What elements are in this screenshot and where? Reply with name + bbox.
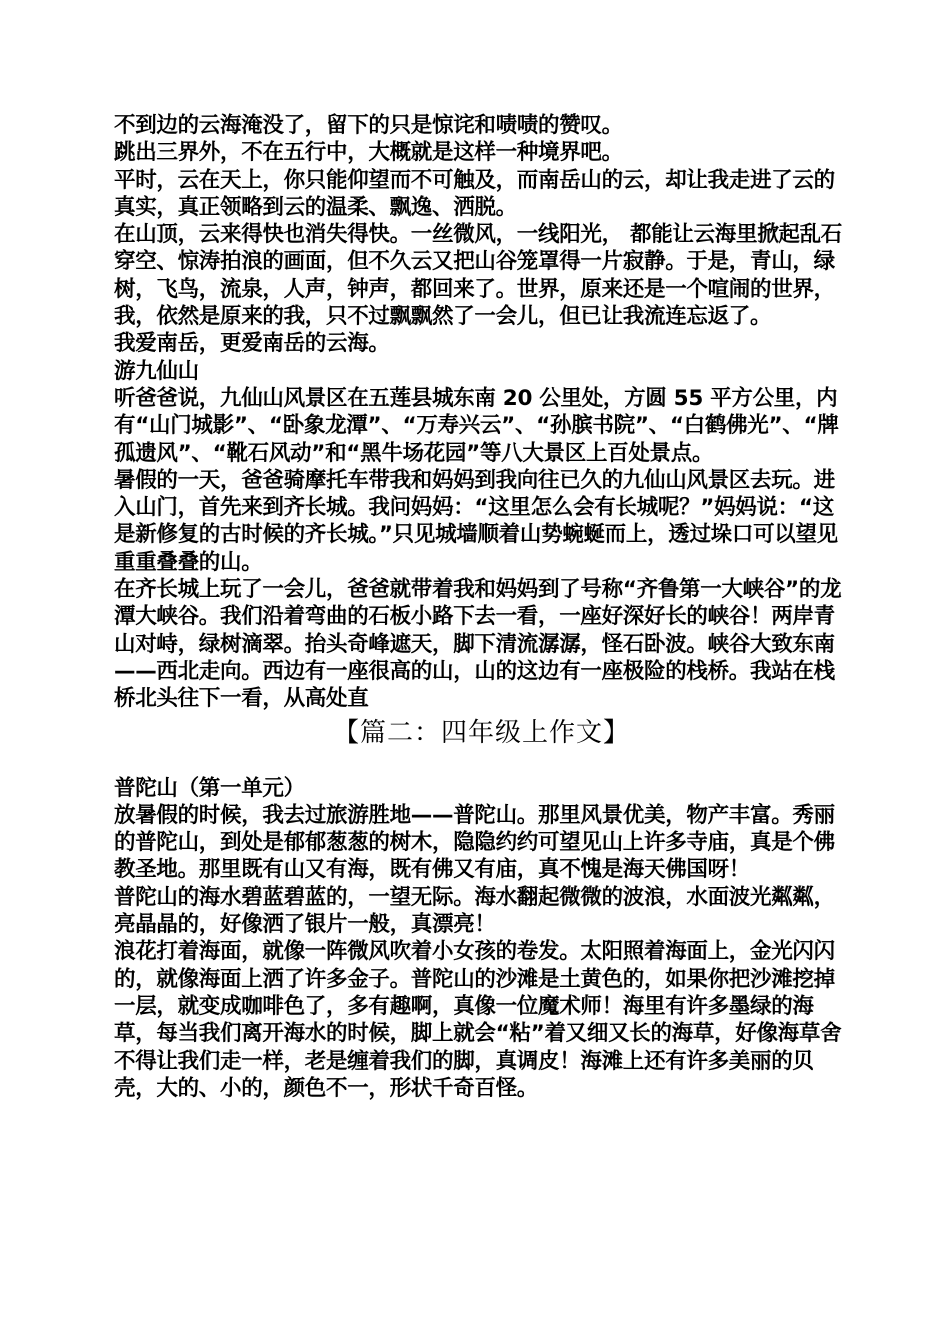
paragraph: 暑假的一天，爸爸骑摩托车带我和妈妈到我向往已久的九仙山风景区去玩。进入山门，首先来到齐长城。我问妈妈：“这里怎么会有长城呢？”妈妈说：“这是新修复的古时候的齐长城。”只见城墙顺着山势蜿蜒而上，透过垛口可以望见重重叠叠的山。 xyxy=(114,467,838,575)
paragraph: 不到边的云海淹没了，留下的只是惊诧和啧啧的赞叹。 xyxy=(114,113,623,138)
section-putuo-mountain xyxy=(114,775,849,1103)
paragraph: 在齐长城上玩了一会儿，爸爸就带着我和妈妈到了号称“齐鲁第一大峡谷”的龙潭大峡谷。我们沿着弯曲的石板小路下去一看，一座好深好长的峡谷！两岸青山对峙，绿树滴翠。抬头奇峰遮天，脚下清流潺潺，怪石卧波。峡谷大致东南——西北走向。西边有一座很高的山，山的这边有一座极险的栈桥。我站在栈桥北头往下一看，从高处直 xyxy=(114,577,842,712)
paragraph: 平时，云在天上，你只能仰望而不可触及，而南岳山的云，却让我走进了云的真实，真正领略到云的温柔、飘逸、洒脱。 xyxy=(114,167,835,220)
paragraph: 跳出三界外，不在五行中，大概就是这样一种境界吧。 xyxy=(114,140,623,166)
paragraph: 听爸爸说，九仙山风景区在五莲县城东南 20 公里处，方圆 55 平方公里，内有“山门城影”、“卧象龙潭”、“万寿兴云”、“孙膑书院”、“白鹤佛光”、“牌孤遗风”、“靴石风动”和“黑牛场花园”等八大景区上百处景点。 xyxy=(114,385,839,466)
paragraph: 我爱南岳，更爱南岳的云海。 xyxy=(114,331,390,357)
essay-title: 普陀山（第一单元） xyxy=(114,775,305,801)
paragraph: 在山顶，云来得快也消失得快。一丝微风，一线阳光， 都能让云海里掀起乱石穿空、惊涛拍浪的画面，但不久云又把山谷笼罩得一片寂静。于是，青山，绿树，飞鸟，流泉，人声，钟声，都回来了。世界，原来还是一个喧闹的世界，我，依然是原来的我，只不过飘飘然了一会儿，但已让我流连忘返了。 xyxy=(114,222,842,330)
spacer xyxy=(114,753,849,775)
paragraph: 放暑假的时候，我去过旅游胜地——普陀山。那里风景优美，物产丰富。秀丽的普陀山，到处是郁郁葱葱的树木，隐隐约约可望见山上许多寺庙，真是个佛教圣地。那里既有山又有海，既有佛又有庙，真不愧是海天佛国呀！ xyxy=(114,802,835,883)
section-heading: 【篇二：四年级上作文】 xyxy=(332,717,630,748)
document-page xyxy=(114,112,849,1102)
section-nanyue-clouds xyxy=(114,112,849,713)
paragraph: 浪花打着海面，就像一阵微风吹着小女孩的卷发。太阳照着海面上，金光闪闪的，就像海面上洒了许多金子。普陀山的沙滩是土黄色的，如果你把沙滩挖掉一层，就变成咖啡色了，多有趣啊，真像一位魔术师！海里有许多墨绿的海草，每当我们离开海水的时候，脚上就会“粘”着又细又长的海草，好像海草舍不得让我们走一样，老是缠着我们的脚，真调皮！海滩上还有许多美丽的贝壳，大的、小的，颜色不一，形状千奇百怪。 xyxy=(114,939,842,1101)
paragraph: 普陀山的海水碧蓝碧蓝的，一望无际。海水翻起微微的波浪，水面波光粼粼，亮晶晶的，好像洒了银片一般，真漂亮！ xyxy=(114,884,835,938)
essay-title: 游九仙山 xyxy=(114,358,199,384)
